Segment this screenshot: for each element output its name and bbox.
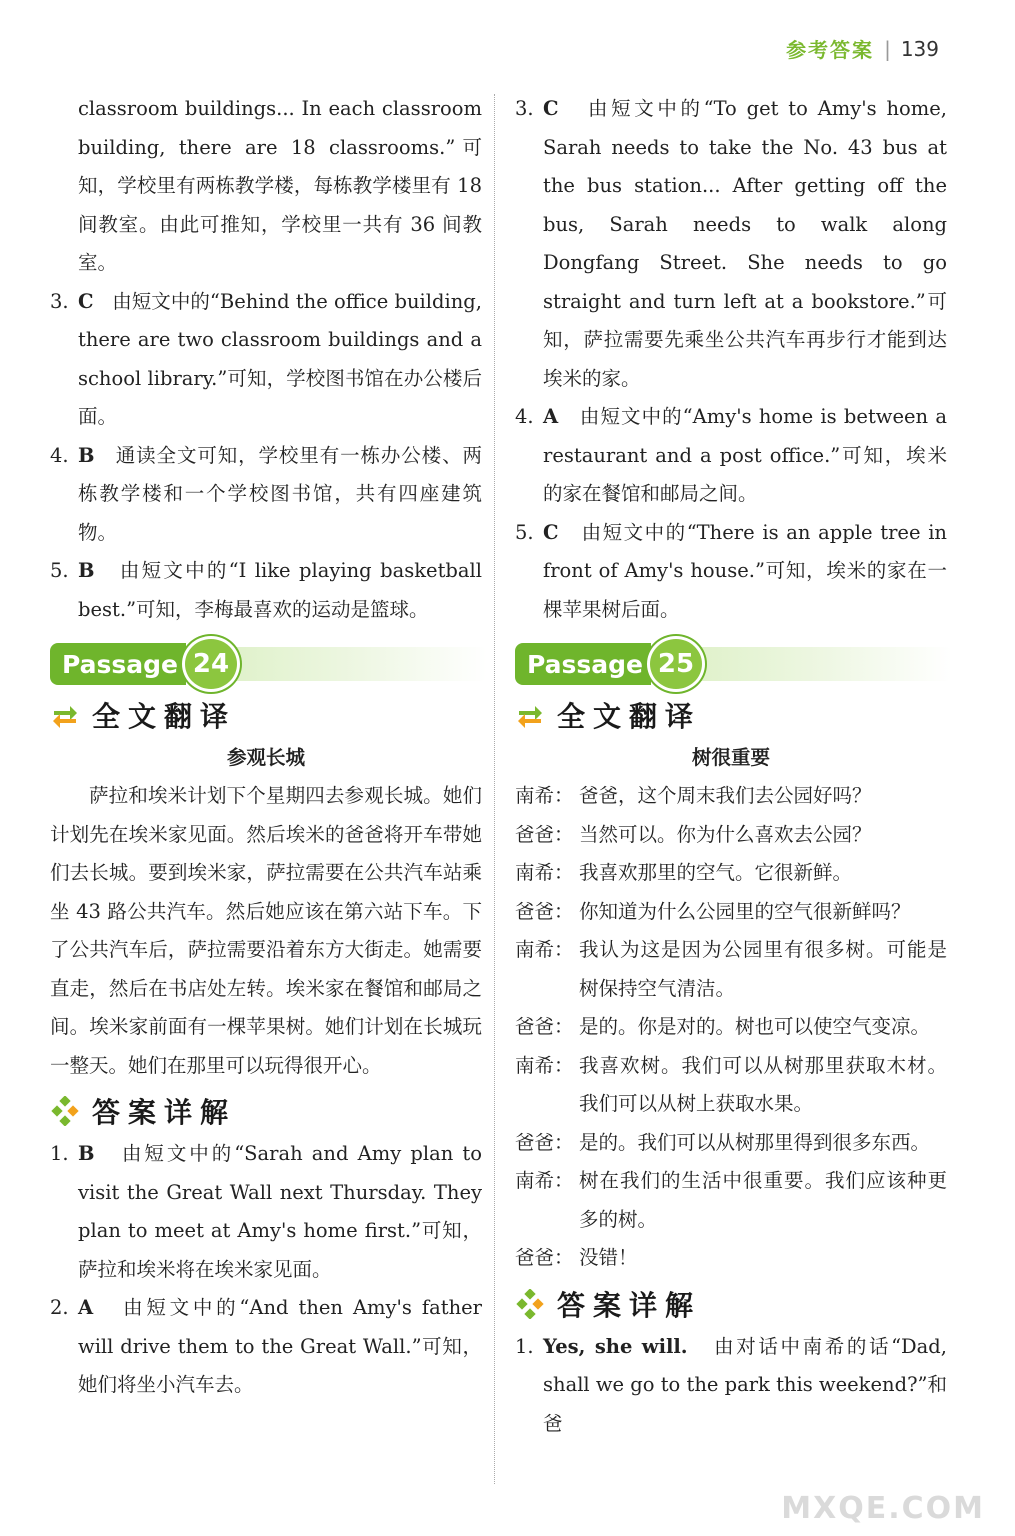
column-divider [494,94,495,1484]
translation-heading-text: 全文翻译 [557,700,702,733]
answer-body [78,283,482,437]
dialogue-line [515,816,947,855]
answer-item [50,1135,482,1289]
dialogue-text: 是的。我们可以从树那里得到很多东西。 [579,1130,931,1154]
answer-body [543,90,947,398]
answer-body [78,1289,482,1405]
answer-letter: B [78,559,95,582]
passage-banner-24 [50,639,482,689]
speaker: 南希： [515,938,574,961]
speaker: 爸爸： [515,1130,574,1154]
answers-heading [515,1282,947,1326]
story-title: 树很重要 [691,746,770,769]
answer-letter: A [78,1296,94,1319]
answer-number: 3. [50,289,69,313]
answer-item [515,1328,947,1444]
answer-number: 5. [515,520,534,544]
speaker: 爸爸： [515,1015,574,1038]
dialogue-line [515,1008,947,1047]
header-separator: | [884,36,891,61]
answers-heading [50,1089,482,1133]
left-column [50,90,482,1405]
diamonds-icon [50,1096,80,1126]
answer-item [50,437,482,553]
dialogue-text: 你知道为什么公园里的空气很新鲜吗？ [579,899,911,923]
header-title: 参考答案 [786,38,875,62]
speaker: 南希： [515,784,574,807]
dialogue-line [515,854,947,893]
story-title: 参观长城 [226,746,305,769]
translation-heading-text: 全文翻译 [92,700,237,733]
continued-answer: classroom buildings... In each classroom building, there are 18 classrooms.”可知，学校里有两栋教学楼，每栋教学楼里有 18 间教室。由此可推知，学校里一共有 36 间教室。 [78,97,482,274]
answer-item [50,283,482,437]
answer-number: 2. [50,1296,69,1319]
passage-label: Passage [515,643,651,685]
speaker: 爸爸： [515,899,574,923]
dialogue-text: 我喜欢树。我们可以从树那里获取木材。我们可以从树上获取水果。 [579,1053,947,1115]
watermark: MXQE.COM [781,1491,985,1526]
answer-body [78,552,482,629]
dialogue-text: 当然可以。你为什么喜欢去公园？ [579,822,872,846]
answer-body [543,1328,947,1444]
answer-item [515,90,947,398]
answers-heading-text: 答案详解 [92,1096,237,1129]
dialogue-text: 我喜欢那里的空气。它很新鲜。 [579,861,853,884]
dialogue-line [515,1047,947,1124]
dialogue-text: 没错！ [579,1246,638,1269]
answer-text: 由短文中的“Sarah and Amy plan to visit the Great Wall next Thursday. They plan to meet at Amy's home first.”可知，萨拉和埃米将在埃米家见面。 [78,1142,482,1281]
answer-number: 5. [50,559,69,582]
speaker: 南希： [515,1053,574,1077]
dialogue-line [515,1239,947,1278]
dialogue-text: 树在我们的生活中很重要。我们应该种更多的树。 [579,1169,947,1231]
answer-body [543,514,947,630]
answer-number: 1. [515,1334,534,1358]
answer-item [515,514,947,630]
answer-letter: C [543,97,559,120]
answer-letter: B [78,443,95,467]
dialogue-text: 爸爸，这个周末我们去公园好吗？ [579,784,872,807]
translation-heading [515,693,947,737]
swap-arrows-icon [515,700,545,730]
answer-number: 4. [515,405,534,428]
dialogue-text: 我认为这是因为公园里有很多树。可能是树保持空气清洁。 [579,938,947,1000]
answer-item [515,398,947,514]
answer-number: 3. [515,97,534,120]
answer-text: 由短文中的“And then Amy's father will drive them to the Great Wall.”可知，她们将坐小汽车去。 [78,1296,482,1396]
page-number: 139 [900,36,939,61]
answer-letter: C [543,520,559,544]
dialogue-text: 是的。你是对的。树也可以使空气变凉。 [579,1015,931,1038]
speaker: 爸爸： [515,1246,574,1269]
passage-label: Passage [50,643,186,685]
dialogue-line [515,931,947,1008]
answer-letter: C [78,289,94,313]
answer-letter: B [78,1142,95,1165]
answer-body [543,398,947,514]
dialogue-line [515,777,947,816]
answer-text: 由短文中的“To get to Amy's home, Sarah needs to take the No. 43 bus at the bus station... After getting off the bus, Sarah needs to walk along Dongfang Street. She needs to go straight and turn left at a bookstore.”可知，萨拉需要先乘坐公共汽车再步行才能到达埃米的家。 [543,97,947,390]
diamonds-icon [515,1289,545,1319]
page-header [786,34,939,63]
answer-body [78,437,482,553]
translation-heading [50,693,482,737]
speaker: 南希： [515,861,574,884]
answer-letter: A [543,405,559,428]
answer-letter: Yes, she will. [543,1334,688,1358]
swap-arrows-icon [50,700,80,730]
dialogue-line [515,1162,947,1239]
speaker: 南希： [515,1169,574,1192]
answer-text: 由对话中南希的话“Dad, shall we go to the park this weekend?”和爸 [543,1334,947,1435]
answer-item [50,1289,482,1405]
answer-text: 由短文中的“Behind the office building, there are two classroom buildings and a school library.”可知，学校图书馆在办公楼后面。 [78,289,482,428]
passage-number: 25 [647,636,705,692]
answer-body [78,1135,482,1289]
story-text: 萨拉和埃米计划下个星期四去参观长城。她们计划先在埃米家见面。然后埃米的爸爸将开车带她们去长城。要到埃米家，萨拉需要在公共汽车站乘坐 43 路公共汽车。然后她应该在第六站下车。下了公共汽车后，萨拉需要沿着东方大街走。她需要直走，然后在书店处左转。埃米家在餐馆和邮局之间。埃米家前面有一棵苹果树。她们计划在长城玩一整天。她们在那里可以玩得很开心。 [50,784,482,1077]
answer-item [50,552,482,629]
dialogue-line [515,893,947,932]
passage-number: 24 [182,636,240,692]
answer-text: 由短文中的“I like playing basketball best.”可知，李梅最喜欢的运动是篮球。 [78,559,482,621]
answer-text: 由短文中的“There is an apple tree in front of Amy's house.”可知，埃米的家在一棵苹果树后面。 [543,520,947,621]
answer-text: 通读全文可知，学校里有一栋办公楼、两栋教学楼和一个学校图书馆，共有四座建筑物。 [78,443,482,544]
dialogue-line [515,1124,947,1163]
right-column [515,90,947,1443]
answer-text: 由短文中的“Amy's home is between a restaurant and a post office.”可知，埃米的家在餐馆和邮局之间。 [543,405,947,505]
speaker: 爸爸： [515,822,574,846]
passage-banner-25 [515,639,947,689]
answer-number: 1. [50,1142,69,1165]
answer-number: 4. [50,443,69,467]
answers-heading-text: 答案详解 [557,1288,702,1322]
